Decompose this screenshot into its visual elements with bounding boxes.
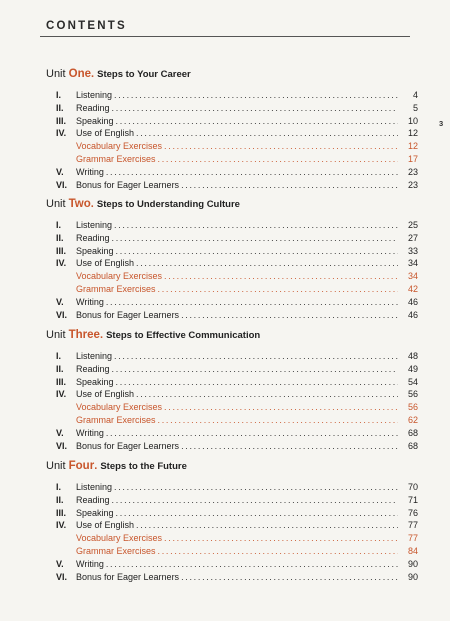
toc-entry	[46, 427, 418, 440]
dot-leader	[112, 102, 398, 115]
entry-label: Listening	[76, 220, 113, 230]
unit-name: One	[68, 68, 91, 80]
unit-subtitle: Steps to the Future	[100, 461, 187, 472]
toc-entry	[46, 309, 418, 322]
toc-entry	[46, 296, 418, 309]
roman-numeral: I.	[56, 351, 62, 361]
entry-page-number: 77	[407, 520, 418, 531]
toc-list	[46, 350, 418, 452]
entry-label: Grammar Exercises	[76, 414, 156, 425]
dot-leader	[114, 350, 398, 363]
toc-entry	[46, 115, 418, 128]
unit-title	[46, 327, 418, 343]
dot-leader	[158, 545, 398, 558]
unit-subtitle: Steps to Your Career	[97, 69, 191, 80]
entry-label: Speaking	[76, 376, 114, 387]
entry-page-number: 17	[407, 153, 418, 164]
dot-leader	[106, 296, 398, 309]
dot-leader	[106, 427, 398, 440]
toc-entry	[46, 401, 418, 414]
dot-leader	[116, 245, 398, 258]
dot-leader	[114, 481, 398, 494]
roman-numeral: VI.	[56, 309, 68, 320]
dot-leader	[158, 414, 398, 427]
toc-entry	[46, 270, 418, 283]
dot-leader	[136, 257, 398, 270]
roman-numeral: IV.	[56, 520, 67, 531]
toc-entry	[46, 388, 418, 401]
unit-dot: .	[90, 198, 94, 210]
unit-word: Unit	[46, 329, 66, 341]
entry-label: Reading	[76, 363, 110, 374]
dot-leader	[181, 309, 398, 322]
unit-name: Four	[68, 460, 95, 472]
dot-leader	[116, 507, 398, 520]
entry-page-number: 46	[407, 296, 418, 307]
roman-numeral: VI.	[56, 440, 68, 451]
entry-label: Grammar Exercises	[76, 153, 156, 164]
dot-leader	[181, 179, 398, 192]
roman-numeral: III.	[56, 115, 67, 126]
unit-section	[46, 66, 418, 191]
entry-page-number: 68	[407, 427, 418, 438]
toc-entry	[46, 166, 418, 179]
entry-label: Vocabulary Exercises	[76, 533, 163, 544]
unit-word: Unit	[46, 68, 66, 80]
dot-leader	[158, 283, 398, 296]
roman-numeral: I.	[56, 90, 62, 100]
entry-page-number: 77	[407, 533, 418, 544]
entry-label: Writing	[76, 558, 104, 569]
dot-leader	[112, 494, 398, 507]
toc-entry	[46, 257, 418, 270]
toc-entry	[46, 414, 418, 427]
entry-label: Grammar Exercises	[76, 545, 156, 556]
toc-entry	[46, 283, 418, 296]
toc-entry	[46, 363, 418, 376]
entry-label: Reading	[76, 494, 110, 505]
dot-leader	[106, 166, 398, 179]
toc-entry	[46, 89, 418, 102]
unit-dot: .	[99, 329, 104, 341]
unit-name: Two	[68, 198, 91, 210]
entry-label: Listening	[76, 482, 113, 492]
unit-dot: .	[94, 460, 98, 472]
toc-entry	[46, 245, 418, 258]
dot-leader	[158, 153, 398, 166]
toc-entry	[46, 558, 418, 571]
entry-label: Writing	[76, 166, 104, 177]
entry-label: Vocabulary Exercises	[76, 141, 163, 152]
entry-page-number: 46	[407, 309, 418, 320]
unit-title	[46, 458, 418, 474]
entry-label: Bonus for Eager Learners	[76, 309, 180, 320]
entry-label: Writing	[76, 427, 104, 438]
roman-numeral: II.	[56, 494, 64, 505]
entry-page-number: 5	[412, 102, 418, 113]
entry-page-number: 56	[407, 389, 418, 400]
entry-label: Writing	[76, 296, 104, 307]
entry-page-number: 54	[407, 376, 418, 387]
dot-leader	[136, 388, 398, 401]
unit-subtitle: Steps to Effective Communication	[106, 330, 261, 341]
unit-section	[46, 327, 418, 452]
entry-label: Use of English	[76, 258, 135, 269]
entry-label: Vocabulary Exercises	[76, 402, 163, 413]
page-number: 3	[439, 119, 444, 128]
toc-entry	[46, 140, 418, 153]
toc-entry	[46, 232, 418, 245]
entry-page-number: 71	[407, 494, 418, 505]
toc-list	[46, 481, 418, 583]
roman-numeral: III.	[56, 245, 67, 256]
entry-page-number: 76	[407, 507, 418, 518]
roman-numeral: I.	[56, 482, 62, 492]
dot-leader	[164, 140, 398, 153]
dot-leader	[112, 363, 398, 376]
toc-entry	[46, 102, 418, 115]
entry-page-number: 23	[407, 166, 418, 177]
toc-entry	[46, 153, 418, 166]
entry-label: Bonus for Eager Learners	[76, 571, 180, 582]
entry-label: Speaking	[76, 507, 114, 518]
entry-label: Grammar Exercises	[76, 283, 156, 294]
entry-label: Vocabulary Exercises	[76, 271, 163, 282]
toc-entry	[46, 532, 418, 545]
entry-page-number: 33	[407, 245, 418, 256]
entry-page-number: 70	[407, 482, 418, 492]
toc-entry	[46, 545, 418, 558]
toc-entry	[46, 440, 418, 453]
roman-numeral: II.	[56, 363, 64, 374]
dot-leader	[164, 532, 398, 545]
toc-entry	[46, 219, 418, 232]
unit-title	[46, 196, 418, 212]
entry-page-number: 90	[407, 571, 418, 582]
toc-entry	[46, 481, 418, 494]
dot-leader	[181, 440, 398, 453]
unit-title	[46, 66, 418, 82]
toc-entry	[46, 376, 418, 389]
dot-leader	[136, 127, 398, 140]
entry-page-number: 10	[407, 115, 418, 126]
entry-label: Use of English	[76, 128, 135, 139]
entry-page-number: 90	[407, 558, 418, 569]
unit-word: Unit	[46, 198, 66, 210]
dot-leader	[106, 558, 398, 571]
dot-leader	[112, 232, 398, 245]
entry-label: Bonus for Eager Learners	[76, 179, 180, 190]
roman-numeral: V.	[56, 166, 64, 177]
roman-numeral: I.	[56, 220, 62, 230]
toc-entry	[46, 507, 418, 520]
roman-numeral: VI.	[56, 179, 68, 190]
toc-entry	[46, 571, 418, 584]
dot-leader	[164, 401, 398, 414]
roman-numeral: VI.	[56, 571, 68, 582]
unit-word: Unit	[46, 460, 66, 472]
entry-label: Use of English	[76, 389, 135, 400]
dot-leader	[114, 89, 398, 102]
page-title: CONTENTS	[46, 20, 127, 32]
contents-header	[40, 18, 410, 37]
entry-page-number: 23	[407, 179, 418, 190]
entry-page-number: 68	[407, 440, 418, 451]
entry-label: Bonus for Eager Learners	[76, 440, 180, 451]
entry-page-number: 27	[407, 232, 418, 243]
entry-label: Reading	[76, 102, 110, 113]
entry-label: Use of English	[76, 520, 135, 531]
unit-name: Three	[68, 329, 100, 341]
entry-page-number: 34	[407, 271, 418, 282]
toc-list	[46, 89, 418, 191]
entry-page-number: 34	[407, 258, 418, 269]
entry-page-number: 4	[412, 90, 418, 100]
entry-page-number: 84	[407, 545, 418, 556]
dot-leader	[114, 219, 398, 232]
toc-entry	[46, 494, 418, 507]
entry-label: Listening	[76, 351, 113, 361]
dot-leader	[136, 519, 398, 532]
unit-section	[46, 196, 418, 321]
toc-entry	[46, 350, 418, 363]
roman-numeral: V.	[56, 427, 64, 438]
roman-numeral: II.	[56, 232, 64, 243]
unit-subtitle: Steps to Understanding Culture	[96, 199, 240, 210]
roman-numeral: V.	[56, 296, 64, 307]
unit-dot: .	[91, 68, 95, 80]
entry-page-number: 49	[407, 363, 418, 374]
toc-entry	[46, 179, 418, 192]
entry-page-number: 12	[407, 128, 418, 139]
entry-page-number: 42	[407, 283, 418, 294]
roman-numeral: II.	[56, 102, 64, 113]
unit-section	[46, 458, 418, 583]
entry-page-number: 62	[407, 414, 418, 425]
roman-numeral: IV.	[56, 258, 67, 269]
toc-entry	[46, 127, 418, 140]
entry-label: Listening	[76, 90, 113, 100]
roman-numeral: IV.	[56, 128, 67, 139]
dot-leader	[181, 571, 398, 584]
roman-numeral: III.	[56, 507, 67, 518]
dot-leader	[116, 115, 398, 128]
entry-page-number: 48	[407, 351, 418, 361]
roman-numeral: V.	[56, 558, 64, 569]
toc-list	[46, 219, 418, 321]
entry-label: Reading	[76, 232, 110, 243]
roman-numeral: III.	[56, 376, 67, 387]
dot-leader	[164, 270, 398, 283]
entry-page-number: 12	[407, 141, 418, 152]
entry-page-number: 25	[407, 220, 418, 230]
roman-numeral: IV.	[56, 389, 67, 400]
entry-page-number: 56	[407, 402, 418, 413]
entry-label: Speaking	[76, 115, 114, 126]
dot-leader	[116, 376, 398, 389]
entry-label: Speaking	[76, 245, 114, 256]
toc-entry	[46, 519, 418, 532]
